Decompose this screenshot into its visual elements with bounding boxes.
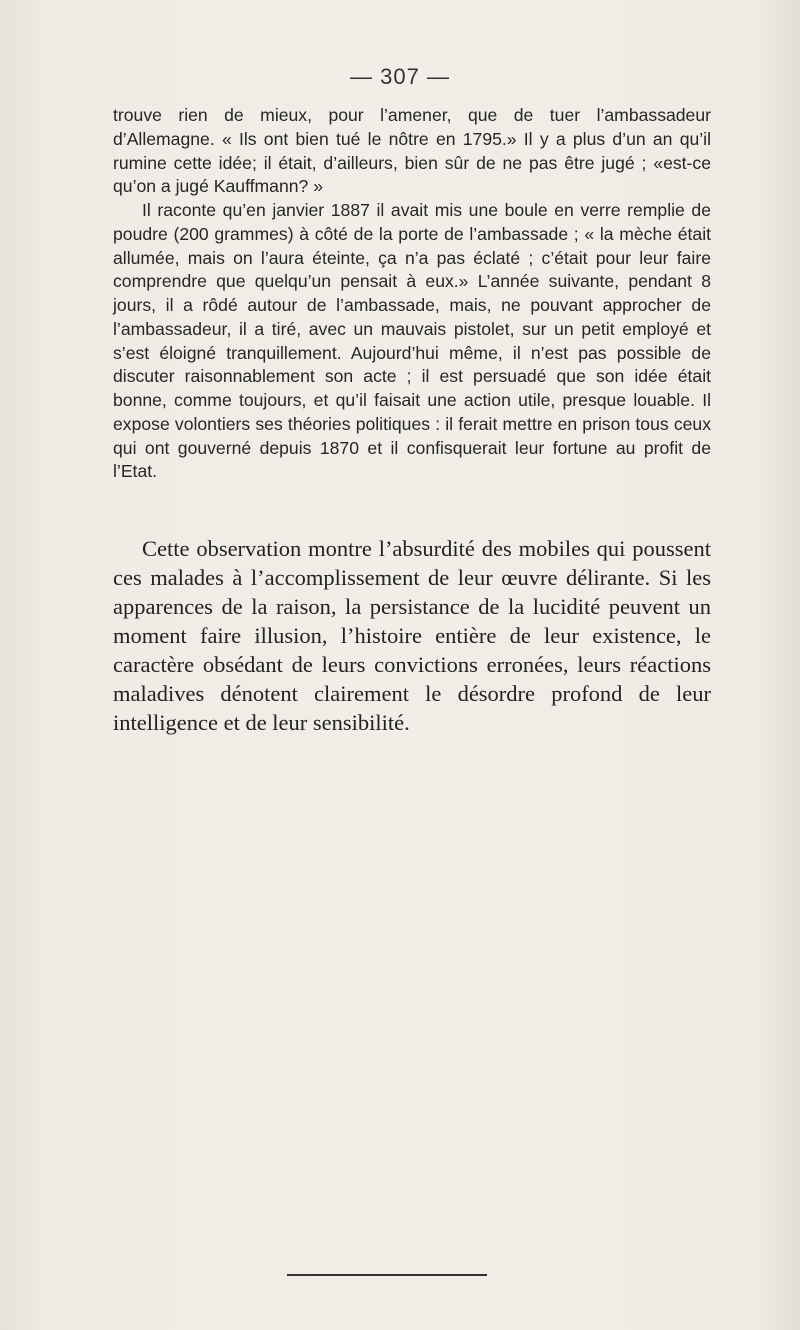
case-report-text <box>113 104 711 484</box>
paragraph-continuation: trouve rien de mieux, pour l’amener, que de tuer l’ambassadeur d’Allemagne. « Ils ont bien tué le nôtre en 1795.» Il y a plus d’un an qu’il rumine cette idée; il était, d’ailleurs, bien sûr de ne pas être jugé ; «est-ce qu’on a jugé Kauffmann? » <box>113 105 711 197</box>
paragraph-account: Il raconte qu’en janvier 1887 il avait mis une boule en verre remplie de poudre (200 grammes) à côté de la porte de l’ambassade ; « la mèche était allumée, mais on l’aura éteinte, ça n’a pas éclaté ; c’était pour leur faire comprendre que quelqu’un pensait à eux.» L’année suivante, pendant 8 jours, il a rôdé autour de l’ambassade, mais, ne pouvant approcher de l’ambassadeur, il a tiré, avec un mauvais pistolet, sur un petit employé et s’est éloigné tranquillement. Aujourd’hui même, il n’est pas possible de discuter raisonnablement son acte ; il est persuadé que son idée était bonne, comme toujours, et qu’il faisait une action utile, presque louable. Il expose volontiers ses théories politiques : il ferait mettre en prison tous ceux qui ont gouverné depuis 1870 et il confisquerait leur fortune au profit de l’Etat. <box>113 200 711 482</box>
section-end-rule <box>287 1274 487 1276</box>
paragraph-commentary: Cette observation montre l’absurdité des mobiles qui poussent ces malades à l’accomplissement de leur œuvre délirante. Si les apparences de la raison, la persistance de la lucidité peuvent un moment faire illusion, l’histoire entière de leur existence, le caractère obsédant de leurs convictions erronées, leurs réactions maladives dénotent clairement le désordre profond de leur intelligence et de leur sensibilité. <box>113 536 711 735</box>
page-number: — 307 — <box>350 64 450 89</box>
commentary-text <box>113 534 711 737</box>
